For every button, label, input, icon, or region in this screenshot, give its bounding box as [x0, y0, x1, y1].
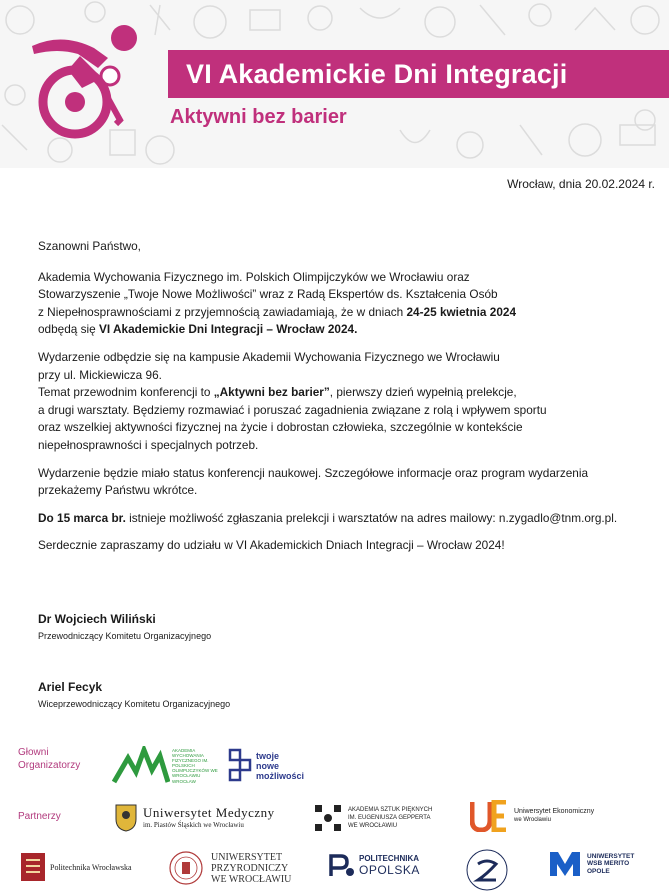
usz-seal-icon: [464, 848, 510, 892]
tnm-logo: [228, 748, 304, 784]
ue-letters-icon: [470, 800, 508, 832]
signature-1: [38, 612, 211, 641]
ue-city: we Wrocławiu: [514, 817, 551, 823]
signature-2: [38, 680, 230, 709]
partners-label: Partnerzy: [18, 811, 61, 822]
tnm-line: twoje: [256, 751, 280, 761]
text-line: Stowarzyszenie „Twoje Nowe Możliwości” wraz z Radą Ekspertów ds. Kształcenia Osób: [38, 287, 498, 302]
text-line: [38, 510, 654, 528]
paragraph-5: [38, 537, 654, 555]
text-line: oraz wszelkiej aktywności fizycznej na życie i dobrostan człowieka, szczególnie w kontekście: [38, 420, 523, 435]
wheelchair-athlete-logo: [28, 20, 138, 145]
awf-name: AKADEMIA WYCHOWANIA FIZYCZNEGO IM. POLSKICH OLIMPIJCZYKÓW WE WROCŁAWIU: [172, 748, 218, 778]
umed-subname: im. Piastów Śląskich we Wrocławiu: [143, 821, 244, 829]
tnm-grid-icon: [228, 748, 254, 784]
upwr-logo: [168, 850, 291, 886]
label-line: Głowni: [18, 747, 49, 758]
upwr-line: WE WROCŁAWIU: [211, 873, 292, 885]
paragraph-4: [38, 510, 654, 528]
text-line: Serdecznie zapraszamy do udziału w VI Akademickich Dniach Integracji – Wrocław 2024!: [38, 538, 505, 553]
letter-date: Wrocław, dnia 20.02.2024 r.: [507, 177, 655, 191]
po-line: OPOLSKA: [359, 862, 420, 877]
pwr-crest-icon: [20, 852, 46, 882]
text-line: niepełnosprawności i specjalnych potrzeb.: [38, 437, 259, 452]
letter-body: [38, 238, 654, 565]
text-line: Wydarzenie będzie miało status konferencji naukowej. Szczegółowe informacje oraz program wydarzenia: [38, 465, 589, 480]
organizers-label: [18, 746, 80, 772]
text-fragment: , pierwszy dzień wypełnią prelekcje,: [329, 385, 517, 400]
deadline: Do 15 marca br.: [38, 510, 126, 525]
po-logo: [328, 852, 420, 878]
signer-name: Dr Wojciech Wiliński: [38, 612, 156, 626]
asp-symbol-icon: [314, 804, 342, 832]
text-fragment: istnieje możliwość zgłaszania prelekcji i warsztatów na adres mailowy: n.zygadlo@tnm.org.pl.: [125, 510, 618, 525]
event-dates: 24-25 kwietnia 2024: [406, 304, 517, 319]
upwr-seal-icon: [168, 850, 204, 886]
wsb-line: OPOLE: [587, 867, 610, 875]
po-line: POLITECHNIKA: [359, 853, 419, 863]
text-line: Akademia Wychowania Fizycznego im. Polskich Olimpijczyków we Wrocławiu oraz: [38, 269, 470, 284]
text-line: przekażemy Państwu wkrótce.: [38, 483, 198, 498]
paragraph-1: [38, 269, 654, 339]
greeting: Szanowni Państwo,: [38, 239, 141, 253]
upwr-line: UNIWERSYTET: [211, 851, 283, 863]
wsb-line: WSB MERITO: [587, 860, 630, 868]
wsb-m-icon: [548, 850, 582, 878]
text-fragment: odbędą się: [38, 322, 100, 337]
asp-line: IM. EUGENIUSZA GEPPERTA: [348, 815, 431, 821]
asp-logo: [314, 804, 432, 832]
asp-line: AKADEMIA SZTUK PIĘKNYCH: [348, 807, 433, 813]
tnm-line: możliwości: [256, 771, 305, 781]
text-line: [38, 321, 654, 339]
pwr-name: Politechnika Wrocławska: [50, 862, 132, 872]
text-line: [38, 304, 654, 322]
awf-emblem-icon: [112, 746, 170, 788]
wsb-logo: [548, 850, 634, 878]
signer-role: Wiceprzewodniczący Komitetu Organizacyjnego: [38, 699, 231, 709]
ue-name: Uniwersytet Ekonomiczny: [514, 808, 595, 815]
umed-logo: [114, 802, 275, 832]
awf-city: WROCŁAW: [172, 779, 196, 784]
po-symbol-icon: [328, 852, 356, 878]
event-name: VI Akademickie Dni Integracji – Wrocław 2024.: [99, 322, 358, 337]
tnm-line: nowe: [256, 761, 280, 771]
usz-logo: [464, 848, 510, 892]
text-line: a drugi warsztaty. Będziemy rozmawiać i poruszać zagadnienia związane z rolą i wpływem sportu: [38, 402, 547, 417]
header-banner: [0, 0, 669, 168]
text-fragment: z Niepełnosprawnościami z przyjemnością zawiadamiają, że w dniach: [38, 304, 407, 319]
text-line: [38, 384, 654, 402]
signer-name: Ariel Fecyk: [38, 680, 103, 694]
wsb-line: UNIWERSYTET: [587, 852, 635, 860]
pwr-logo: [20, 852, 132, 882]
paragraph-3: [38, 465, 654, 500]
text-line: przy ul. Mickiewicza 96.: [38, 367, 162, 382]
text-fragment: Temat przewodnim konferencji to: [38, 385, 214, 400]
text-line: Wydarzenie odbędzie się na kampusie Akademii Wychowania Fizycznego we Wrocławiu: [38, 349, 500, 364]
label-line: Organizatorzy: [18, 760, 81, 771]
umed-crest-icon: [114, 802, 138, 832]
page-title: VI Akademickie Dni Integracji: [186, 58, 568, 89]
page-subtitle: Aktywni bez barier: [170, 106, 347, 128]
signer-role: Przewodniczący Komitetu Organizacyjnego: [38, 631, 212, 641]
upwr-line: PRZYRODNICZY: [211, 862, 289, 874]
asp-line: WE WROCŁAWIU: [348, 823, 398, 829]
ue-logo: [470, 800, 594, 832]
usz-name: [264, 848, 265, 849]
umed-name: Uniwersytet Medyczny: [143, 805, 275, 820]
awf-logo: [112, 746, 224, 788]
conference-theme: „Aktywni bez barier”: [213, 385, 330, 400]
title-band: [168, 50, 669, 98]
paragraph-2: [38, 349, 654, 455]
